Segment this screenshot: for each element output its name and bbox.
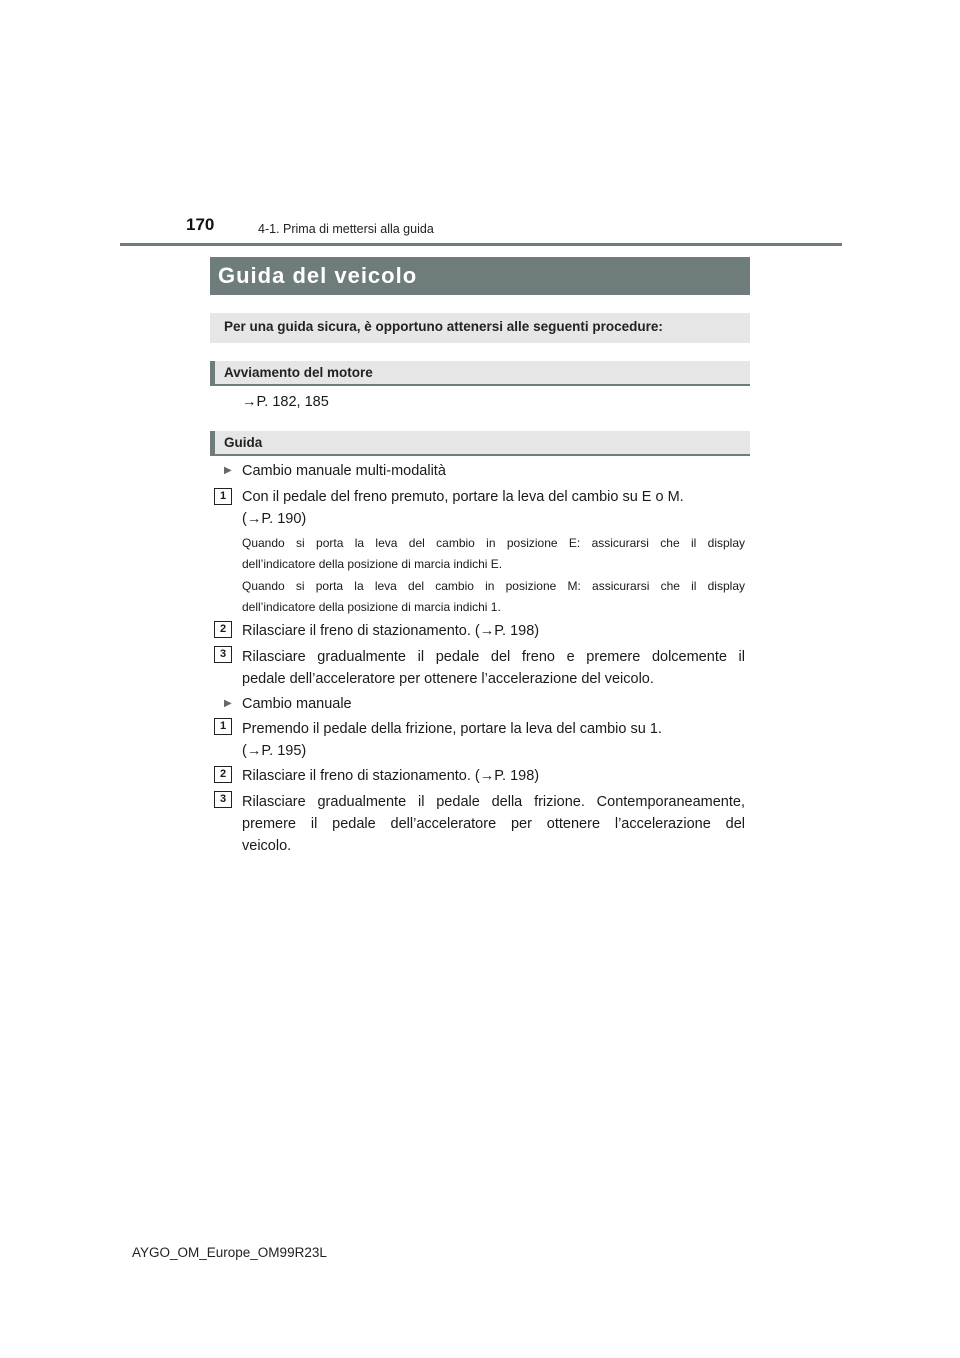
step-note: Quando si porta la leva del cambio in posizione E: assicurarsi che il display <box>242 536 745 550</box>
engine-start-reference: →P. 182, 185 <box>242 394 329 410</box>
step-number-badge: 2 <box>214 766 232 783</box>
step-text: pedale dell’acceleratore per ottenere l’accelerazione del veicolo. <box>242 671 654 687</box>
step-number-badge: 3 <box>214 646 232 663</box>
page-number: 170 <box>186 215 215 234</box>
document-code: AYGO_OM_Europe_OM99R23L <box>132 1245 327 1260</box>
intro-box: Per una guida sicura, è opportuno attenersi alle seguenti procedure: <box>210 313 750 343</box>
subsection-manual: Cambio manuale <box>242 696 352 712</box>
step-text: Rilasciare il freno di stazionamento. (→P. 198) <box>242 768 540 784</box>
step-text: veicolo. <box>242 838 292 854</box>
step-text: Rilasciare gradualmente il pedale della frizione. Contemporaneamente, <box>242 794 745 810</box>
page-title: Guida del veicolo <box>210 257 750 295</box>
step-text: Premendo il pedale della frizione, portare la leva del cambio su 1. <box>242 721 662 737</box>
step-text: Rilasciare gradualmente il pedale del freno e premere dolcemente il <box>242 649 745 665</box>
subsection-multimode: Cambio manuale multi-modalità <box>242 463 446 479</box>
step-note: dell’indicatore della posizione di marcia indichi 1. <box>242 600 501 614</box>
step-number-badge: 1 <box>214 718 232 735</box>
step-number-badge: 3 <box>214 791 232 808</box>
heading-engine-start: Avviamento del motore <box>210 361 750 386</box>
step-note: dell’indicatore della posizione di marcia indichi E. <box>242 557 503 571</box>
step-text: Rilasciare il freno di stazionamento. (→P. 198) <box>242 623 540 639</box>
step-text: premere il pedale dell’acceleratore per ottenere l’accelerazione del <box>242 816 745 832</box>
right-triangle-icon: ▶ <box>224 698 232 709</box>
step-note: Quando si porta la leva del cambio in posizione M: assicurarsi che il display <box>242 579 745 593</box>
section-label: 4-1. Prima di mettersi alla guida <box>258 222 434 236</box>
header-divider <box>120 243 842 246</box>
step-number-badge: 2 <box>214 621 232 638</box>
right-triangle-icon: ▶ <box>224 465 232 476</box>
step-text: (→P. 195) <box>242 743 307 759</box>
step-number-badge: 1 <box>214 488 232 505</box>
step-text: Con il pedale del freno premuto, portare la leva del cambio su E o M. <box>242 489 684 505</box>
step-text: (→P. 190) <box>242 511 307 527</box>
heading-driving: Guida <box>210 431 750 456</box>
